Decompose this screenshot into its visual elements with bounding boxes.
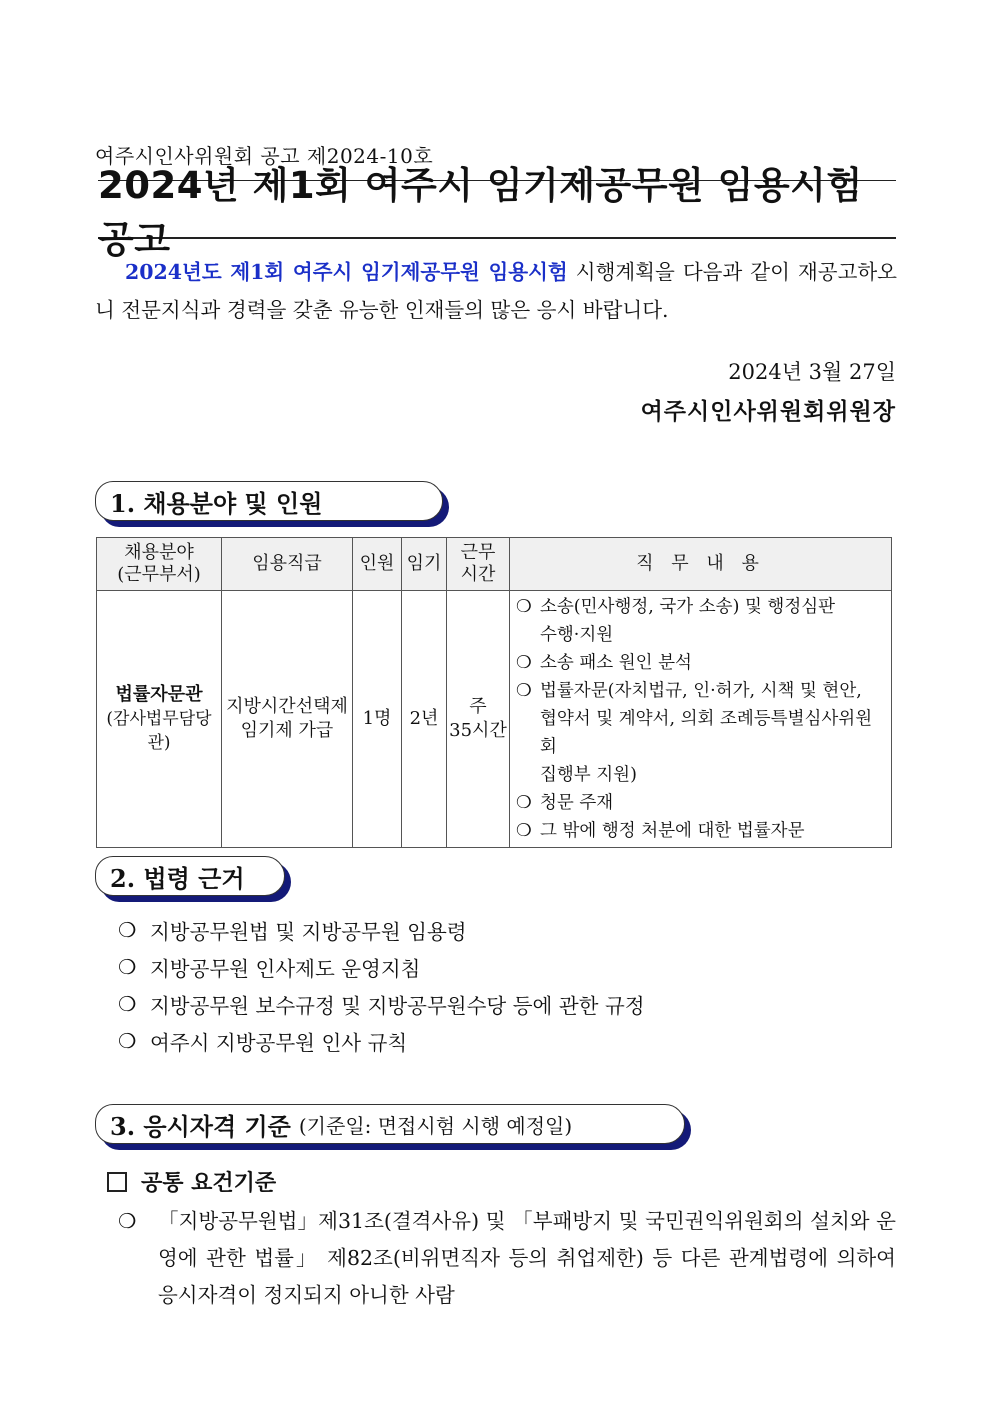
duty-line: 그 밖에 행정 처분에 대한 법률자문: [540, 821, 805, 841]
hours-line-2: 35시간: [449, 720, 507, 741]
law-item: 지방공무원 인사제도 운영지침: [150, 956, 421, 981]
bullet-icon: ❍: [516, 793, 532, 813]
common-head-label: 공통 요건기준: [141, 1170, 277, 1196]
table-header-row: [97, 538, 892, 591]
header-hours: 근무 시간: [447, 538, 510, 591]
bullet-icon: ❍: [516, 653, 532, 673]
qualification-item: [118, 1203, 896, 1314]
cell-count: 1명: [353, 591, 402, 848]
header-duties: 직 무 내 용: [510, 538, 892, 591]
duty-line: 협약서 및 계약서, 의회 조례등특별심사위원회: [540, 709, 873, 757]
section-1-title: 1. 채용분야 및 인원: [110, 488, 323, 518]
duty-line: 소송 패소 원인 분석: [540, 653, 692, 673]
duty-item: [516, 789, 887, 817]
bullet-icon: ❍: [516, 681, 532, 701]
cell-hours: [447, 591, 510, 848]
bullet-icon: ❍: [118, 917, 137, 942]
field-name: 법률자문관: [115, 684, 203, 705]
qualification-text: 「지방공무원법」제31조(결격사유) 및 「부패방지 및 국민권익위원회의 설치와 운영에 관한 법률」 제82조(비위면직자 등의 취업제한) 등 다른 관계법령에 의하여 응시자격이 정지되지 아니한 사람: [158, 1209, 896, 1307]
duty-line: 소송(민사행정, 국가 소송) 및 행정심판: [540, 597, 836, 617]
header-field: 채용분야 (근무부서): [97, 538, 222, 591]
header-grade: 임용직급: [222, 538, 353, 591]
list-item: [118, 911, 645, 948]
grade-line-2: 임기제 가급: [240, 720, 334, 741]
duty-item: [516, 593, 887, 649]
hours-line-1: 주: [469, 696, 487, 717]
list-item: [118, 948, 645, 985]
duty-line: 법률자문(자치법규, 인·허가, 시책 및 현안,: [540, 681, 862, 701]
recruitment-table: [96, 537, 892, 848]
issuer: 여주시인사위원회위원장: [640, 398, 896, 425]
law-item: 여주시 지방공무원 인사 규칙: [150, 1030, 408, 1055]
section-3-heading: [95, 1104, 685, 1144]
law-item: 지방공무원 보수규정 및 지방공무원수당 등에 관한 규정: [150, 993, 645, 1018]
cell-duties: [510, 591, 892, 848]
section-3-subtitle: (기준일: 면접시험 시행 예정일): [298, 1113, 573, 1138]
field-dept: (감사법무담당관): [106, 709, 212, 753]
section-2-heading: [95, 856, 285, 896]
list-item: [118, 1022, 645, 1059]
list-item: [118, 985, 645, 1022]
section-3-title: 3. 응시자격 기준: [110, 1111, 291, 1141]
title-box: [98, 164, 896, 261]
duty-line: 집행부 지원): [540, 765, 637, 785]
duty-line: 수행·지원: [540, 625, 614, 645]
cell-term: 2년: [402, 591, 447, 848]
intro-highlight: 2024년도 제1회 여주시 임기제공무원 임용시험: [125, 260, 568, 284]
table-row: [97, 591, 892, 848]
law-item: 지방공무원법 및 지방공무원 임용령: [150, 919, 467, 944]
section-1-heading: [95, 481, 443, 521]
law-list: [118, 911, 645, 1059]
header-count: 인원: [353, 538, 402, 591]
page-title: 2024년 제1회 여주시 임기제공무원 임용시험 공고: [98, 164, 863, 261]
duty-item: [516, 677, 887, 789]
bullet-icon: ❍: [118, 991, 137, 1016]
bullet-icon: ❍: [516, 597, 532, 617]
bullet-icon: ❍: [118, 1209, 137, 1233]
bullet-icon: ❍: [118, 1028, 137, 1053]
cell-grade: [222, 591, 353, 848]
intro-paragraph: [95, 253, 897, 329]
intro-text: 시행계획을 다음과 같이 재공고하오니 전문지식과 경력을 갖춘 유능한 인재들의 많은 응시 바랍니다.: [95, 260, 897, 322]
checkbox-square-icon: [107, 1172, 127, 1192]
cell-field: [97, 591, 222, 848]
duty-item: [516, 649, 887, 677]
header-term: 임기: [402, 538, 447, 591]
duty-line: 청문 주재: [540, 793, 614, 813]
bullet-icon: ❍: [516, 821, 532, 841]
bullet-icon: ❍: [118, 954, 137, 979]
notice-date: 2024년 3월 27일: [728, 360, 896, 384]
duty-item: [516, 817, 887, 845]
section-2-title: 2. 법령 근거: [110, 863, 245, 893]
grade-line-1: 지방시간선택제: [226, 696, 348, 717]
notice-number: 여주시인사위원회 공고 제2024-10호: [95, 144, 434, 168]
common-requirements-heading: [107, 1166, 276, 1197]
